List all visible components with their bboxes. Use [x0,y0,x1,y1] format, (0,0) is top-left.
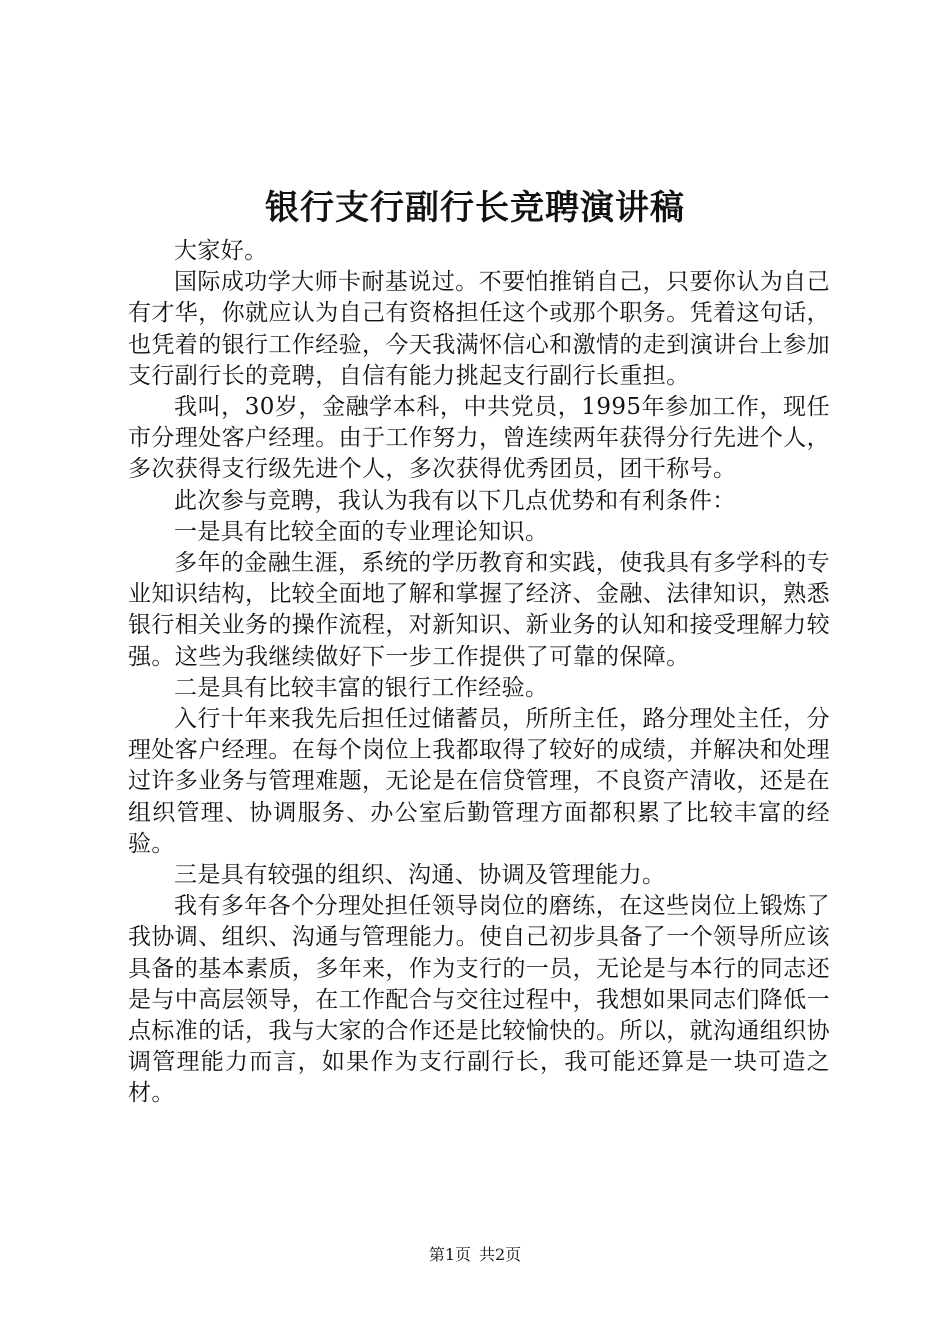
paragraph-self-introduction: 我叫，30岁，金融学本科，中共党员，1995年参加工作，现任市分理处客户经理。由于工作努力，曾连续两年获得分行先进个人，多次获得支行级先进个人，多次获得优秀团员，团干称号。 [128,394,830,483]
paragraph-point-three-body: 我有多年各个分理处担任领导岗位的磨练，在这些岗位上锻炼了我协调、组织、沟通与管理能力。使自己初步具备了一个领导所应该具备的基本素质，多年来，作为支行的一员，无论是与本行的同志还是与中高层领导，在工作配合与交往过程中，我想如果同志们降低一点标准的话，我与大家的合作还是比较愉快的。所以，就沟通组织协调管理能力而言，如果作为支行副行长，我可能还算是一块可造之材。 [128,893,830,1107]
document-body [128,236,830,1110]
paragraph-greeting: 大家好。 [174,238,268,264]
paragraph-point-two-heading: 二是具有比较丰富的银行工作经验。 [174,674,549,701]
paragraph-point-one-heading: 一是具有比较全面的专业理论知识。 [174,518,549,545]
page-total: 共2页 [479,1245,522,1264]
page-number: 第1页 [428,1245,471,1264]
document-title: 银行支行副行长竞聘演讲稿 [265,188,685,228]
paragraph-point-one-body: 多年的金融生涯，系统的学历教育和实践，使我具有多学科的专业知识结构，比较全面地了解和掌握了经济、金融、法律知识，熟悉银行相关业务的操作流程，对新知识、新业务的认知和接受理解力较强。这些为我继续做好下一步工作提供了可靠的保障。 [128,550,830,670]
paragraph-intro-quote: 国际成功学大师卡耐基说过。不要怕推销自己，只要你认为自己有才华，你就应认为自己有资格担任这个或那个职务。凭着这句话，也凭着的银行工作经验，今天我满怀信心和激情的走到演讲台上参加支行副行长的竞聘，自信有能力挑起支行副行长重担。 [128,269,830,389]
paragraph-advantages-lead: 此次参与竞聘，我认为我有以下几点优势和有利条件： [174,487,736,514]
paragraph-point-two-body: 入行十年来我先后担任过储蓄员，所所主任，路分理处主任，分理处客户经理。在每个岗位上我都取得了较好的成绩，并解决和处理过许多业务与管理难题，无论是在信贷管理，不良资产清收，还是在组织管理、协调服务、办公室后勤管理方面都积累了比较丰富的经验。 [128,706,830,857]
paragraph-point-three-heading: 三是具有较强的组织、沟通、协调及管理能力。 [174,862,666,889]
page-footer [0,1244,950,1266]
